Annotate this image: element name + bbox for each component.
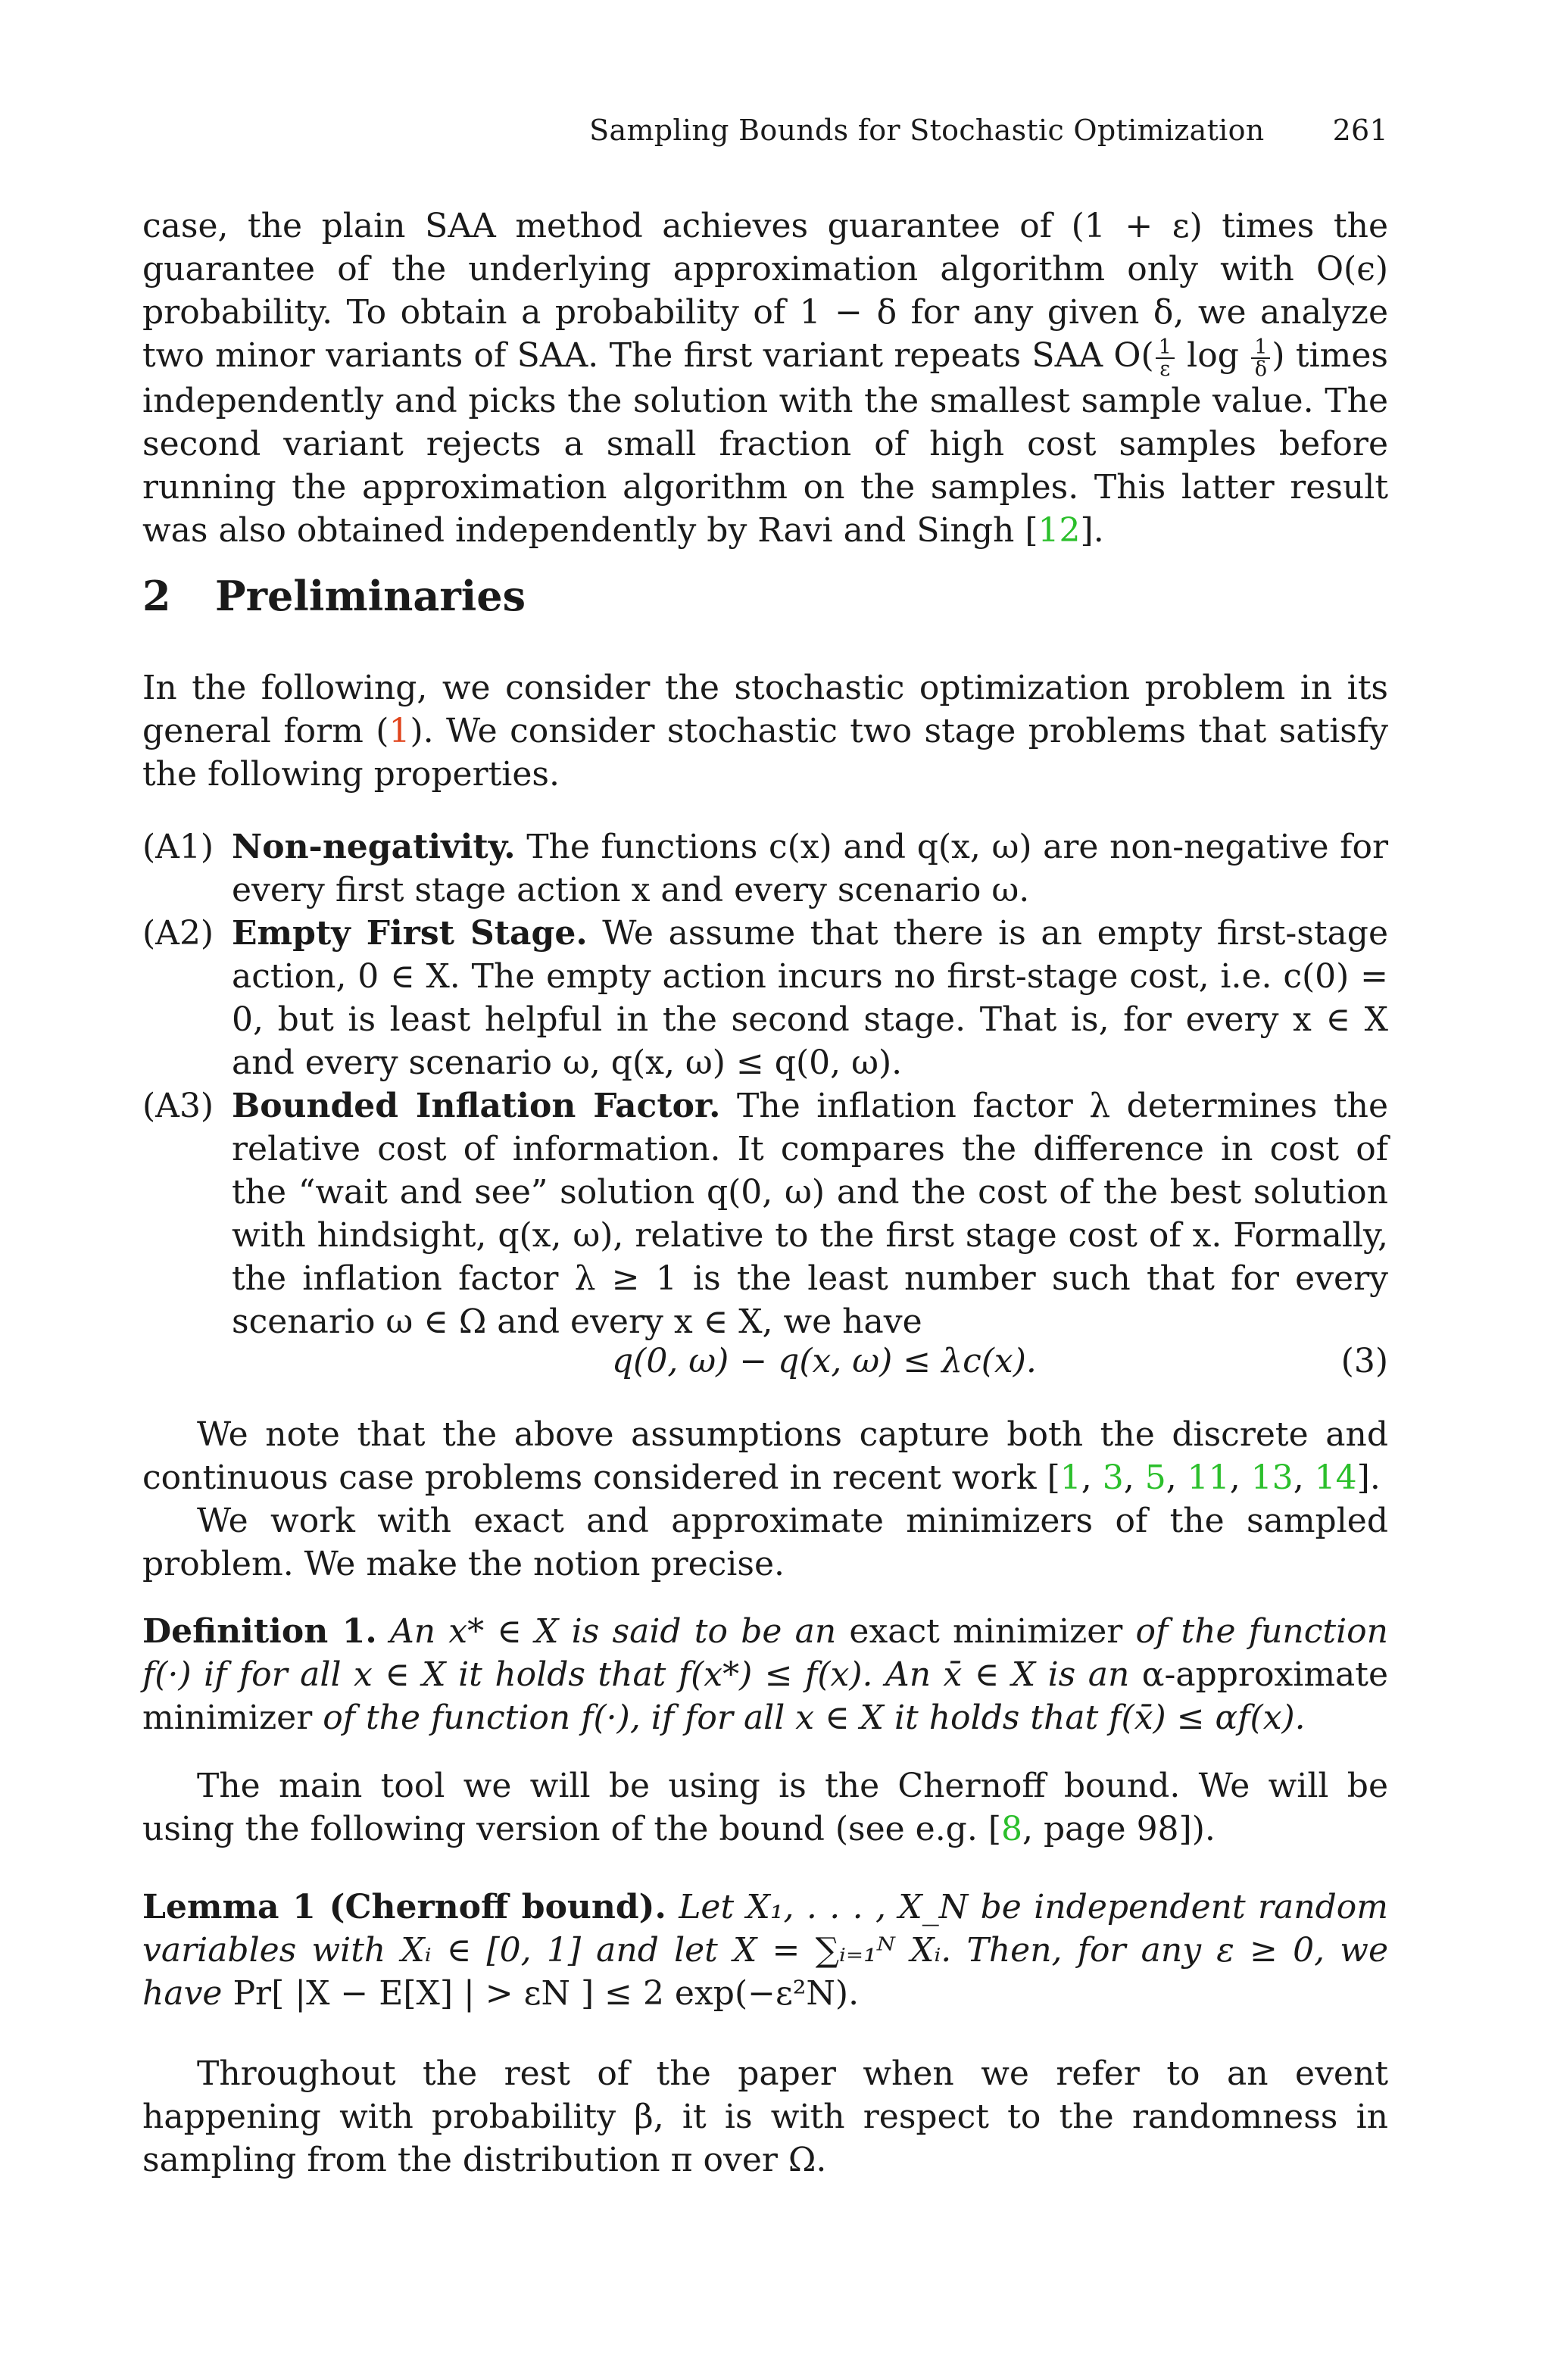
equation-expression: q(0, ω) − q(x, ω) ≤ λc(x). xyxy=(612,1342,1037,1380)
assumption-text: The inflation factor λ determines the relative cost of information. It compares the difference in cost of the “wait and see” solution q(0, ω) and the cost of the best solution with hindsight, q(x, ω), relative to the first stage cost of x. Formally, the inflation factor λ ≥ 1 is the least number such that for every scenario ω ∈ Ω and every x ∈ X, we have xyxy=(232,1087,1388,1341)
log-text: log xyxy=(1175,336,1250,375)
assumption-a2 xyxy=(142,912,1388,1084)
citation-link[interactable]: 1 xyxy=(1059,1458,1081,1497)
citation-link[interactable]: 3 xyxy=(1102,1458,1124,1497)
closing-paragraph: Throughout the rest of the paper when we refer to an event happening with probability β, it is with respect to the randomness in sampling from the distribution π over Ω. xyxy=(142,2054,1388,2179)
intro-paragraph: case, the plain SAA method achieves guarantee of (1 + ε) times the guarantee of the underlying approximation algorithm only with O(ϵ) probability. To obtain a probability of 1 − δ for any given δ, we analyze two minor variants of SAA. The first variant repeats SAA O( $\frac{1}{\varepsilon}$ log $\frac{1}{\delta}$ ) times independently and picks the solution with the smallest sample value. The second variant rejects a small fraction of high cost samples before running the approximation algorithm on the samples. This latter result was also obtained independently by Ravi and Singh [12]. xyxy=(142,207,1389,550)
citation-link[interactable]: 12 xyxy=(1038,510,1081,550)
citation-link[interactable]: 11 xyxy=(1187,1458,1230,1497)
lemma-heading: Lemma 1 (Chernoff bound). xyxy=(142,1888,666,1926)
section-number: 2 xyxy=(142,572,171,620)
definition-1: Definition 1. An x* ∈ X is said to be an exact minimizer of the function f(·) if for all x ∈ X it holds that f(x*) ≤ f(x). An x̄ ∈ X is an α-approximate minimizer of the function f(·), if for all x ∈ X it holds that f(x̄) ≤ αf(x). xyxy=(142,1612,1388,1737)
equation-reference-link[interactable]: 1 xyxy=(389,712,410,750)
fraction-one-over-epsilon: $\frac{1}{\varepsilon}$ xyxy=(1156,337,1175,379)
equation-number: (3) xyxy=(1340,1342,1388,1380)
assumption-label: (A1) xyxy=(142,828,214,866)
definition-heading: Definition 1. xyxy=(142,1612,377,1651)
work-paragraph: We work with exact and approximate minimizers of the sampled problem. We make the notion precise. xyxy=(142,1502,1388,1583)
section-title: Preliminaries xyxy=(215,572,526,620)
note-paragraph: We note that the above assumptions capture both the discrete and continuous case problems considered in recent work [1, 3, 5, 11, 13, 14]. xyxy=(142,1415,1388,1497)
assumption-title: Empty First Stage. xyxy=(232,914,588,953)
assumption-a1 xyxy=(142,825,1388,912)
citation-link[interactable]: 14 xyxy=(1314,1458,1357,1497)
fraction-one-over-delta: $\frac{1}{\delta}$ xyxy=(1251,337,1270,379)
assumption-text: We assume that there is an empty first-stage action, 0 ∈ X. The empty action incurs no first-stage cost, i.e. c(0) = 0, but is least helpful in the second stage. That is, for every x ∈ X and every scenario ω, q(x, ω) ≤ q(0, ω). xyxy=(232,914,1388,1082)
assumption-text: The functions c(x) and q(x, ω) are non-negative for every first stage action x and every scenario ω. xyxy=(232,828,1388,909)
assumption-title: Bounded Inflation Factor. xyxy=(232,1087,721,1125)
running-head xyxy=(142,114,1388,147)
intro-text-2: ) times independently and picks the solution with the smallest sample value. The second variant rejects a small fraction of high cost samples before running the approximation algorithm on the samples. This latter result was also obtained independently by Ravi and Singh [ xyxy=(142,336,1389,550)
assumption-a3 xyxy=(142,1084,1388,1343)
intro-text-1: case, the plain SAA method achieves guarantee of (1 + ε) times the guarantee of the underlying approximation algorithm only with O(ϵ) probability. To obtain a probability of 1 − δ for any given δ, we analyze two minor variants of SAA. The first variant repeats SAA O( xyxy=(142,207,1388,375)
citation-link[interactable]: 5 xyxy=(1144,1458,1166,1497)
tool-paragraph: The main tool we will be using is the Chernoff bound. We will be using the following version of the bound (see e.g. [8, page 98]). xyxy=(142,1767,1388,1848)
assumption-label: (A3) xyxy=(142,1087,214,1125)
page-number: 261 xyxy=(1332,114,1388,147)
running-head-title: Sampling Bounds for Stochastic Optimization xyxy=(589,114,1265,147)
citation-link[interactable]: 8 xyxy=(1001,1810,1022,1848)
assumption-title: Non-negativity. xyxy=(232,828,516,866)
citation-link[interactable]: 13 xyxy=(1250,1458,1294,1497)
assumption-label: (A2) xyxy=(142,914,214,953)
prelim-paragraph: In the following, we consider the stochastic optimization problem in its general form (1). We consider stochastic two stage problems that satisfy the following properties. xyxy=(142,669,1389,794)
lemma-1: Lemma 1 (Chernoff bound). Let X₁, . . . , X_N be independent random variables with Xᵢ ∈ [0, 1] and let X = ∑ᵢ₌₁ᴺ Xᵢ. Then, for any ε ≥ 0, we have Pr[ |X − E[X] | > εN ] ≤ 2 exp(−ε²N). xyxy=(142,1888,1389,2013)
section-heading xyxy=(142,572,526,620)
